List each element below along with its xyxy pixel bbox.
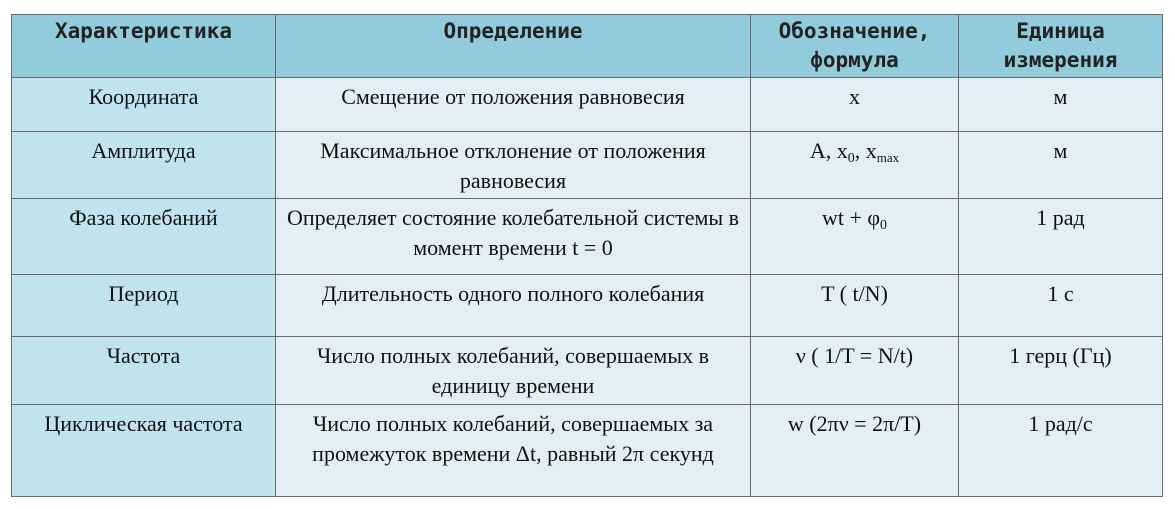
- table-row: [12, 132, 1163, 199]
- symbol-subscript: 0: [880, 218, 888, 233]
- row-definition: Число полных колебаний, совершаемых за промежуток времени Δt, равный 2π секунд: [276, 405, 751, 497]
- row-symbol: ν ( 1/T = N/t): [751, 337, 959, 405]
- row-unit: 1 с: [959, 275, 1163, 337]
- row-name: Циклическая частота: [12, 405, 276, 497]
- table-row: [12, 78, 1163, 132]
- row-name: Фаза колебаний: [12, 199, 276, 275]
- row-name: Амплитуда: [12, 132, 276, 199]
- row-name: Период: [12, 275, 276, 337]
- symbol-text: A, x: [809, 138, 848, 163]
- header-symbol-formula: Обозначение, формула: [751, 15, 959, 78]
- row-name: Частота: [12, 337, 276, 405]
- oscillation-characteristics-table: [11, 14, 1163, 497]
- header-characteristic: Характеристика: [12, 15, 276, 78]
- row-symbol: w (2πν = 2π/T): [751, 405, 959, 497]
- row-definition: Смещение от положения равновесия: [276, 78, 751, 132]
- symbol-text: wt + φ: [821, 205, 881, 230]
- table-row: [12, 405, 1163, 497]
- table-row: [12, 199, 1163, 275]
- row-symbol: x: [751, 78, 959, 132]
- table-row: [12, 337, 1163, 405]
- row-unit: 1 рад/с: [959, 405, 1163, 497]
- row-symbol: [751, 199, 959, 275]
- row-symbol: T ( t/N): [751, 275, 959, 337]
- symbol-subscript: max: [876, 150, 900, 165]
- row-unit: м: [959, 78, 1163, 132]
- symbol-subscript: 0: [847, 151, 855, 166]
- header-definition: Определение: [276, 15, 751, 78]
- row-name: Координата: [12, 78, 276, 132]
- row-definition: Определяет состояние колебательной системы в момент времени t = 0: [276, 199, 751, 275]
- header-row: [12, 15, 1163, 78]
- row-unit: 1 герц (Гц): [959, 337, 1163, 405]
- row-unit: 1 рад: [959, 199, 1163, 275]
- row-definition: Длительность одного полного колебания: [276, 275, 751, 337]
- symbol-text: , x: [854, 138, 877, 163]
- header-unit: Единица измерения: [959, 15, 1163, 78]
- table-row: [12, 275, 1163, 337]
- row-symbol: [751, 132, 959, 199]
- row-definition: Максимальное отклонение от положения равновесия: [276, 132, 751, 199]
- row-unit: м: [959, 132, 1163, 199]
- row-definition: Число полных колебаний, совершаемых в единицу времени: [276, 337, 751, 405]
